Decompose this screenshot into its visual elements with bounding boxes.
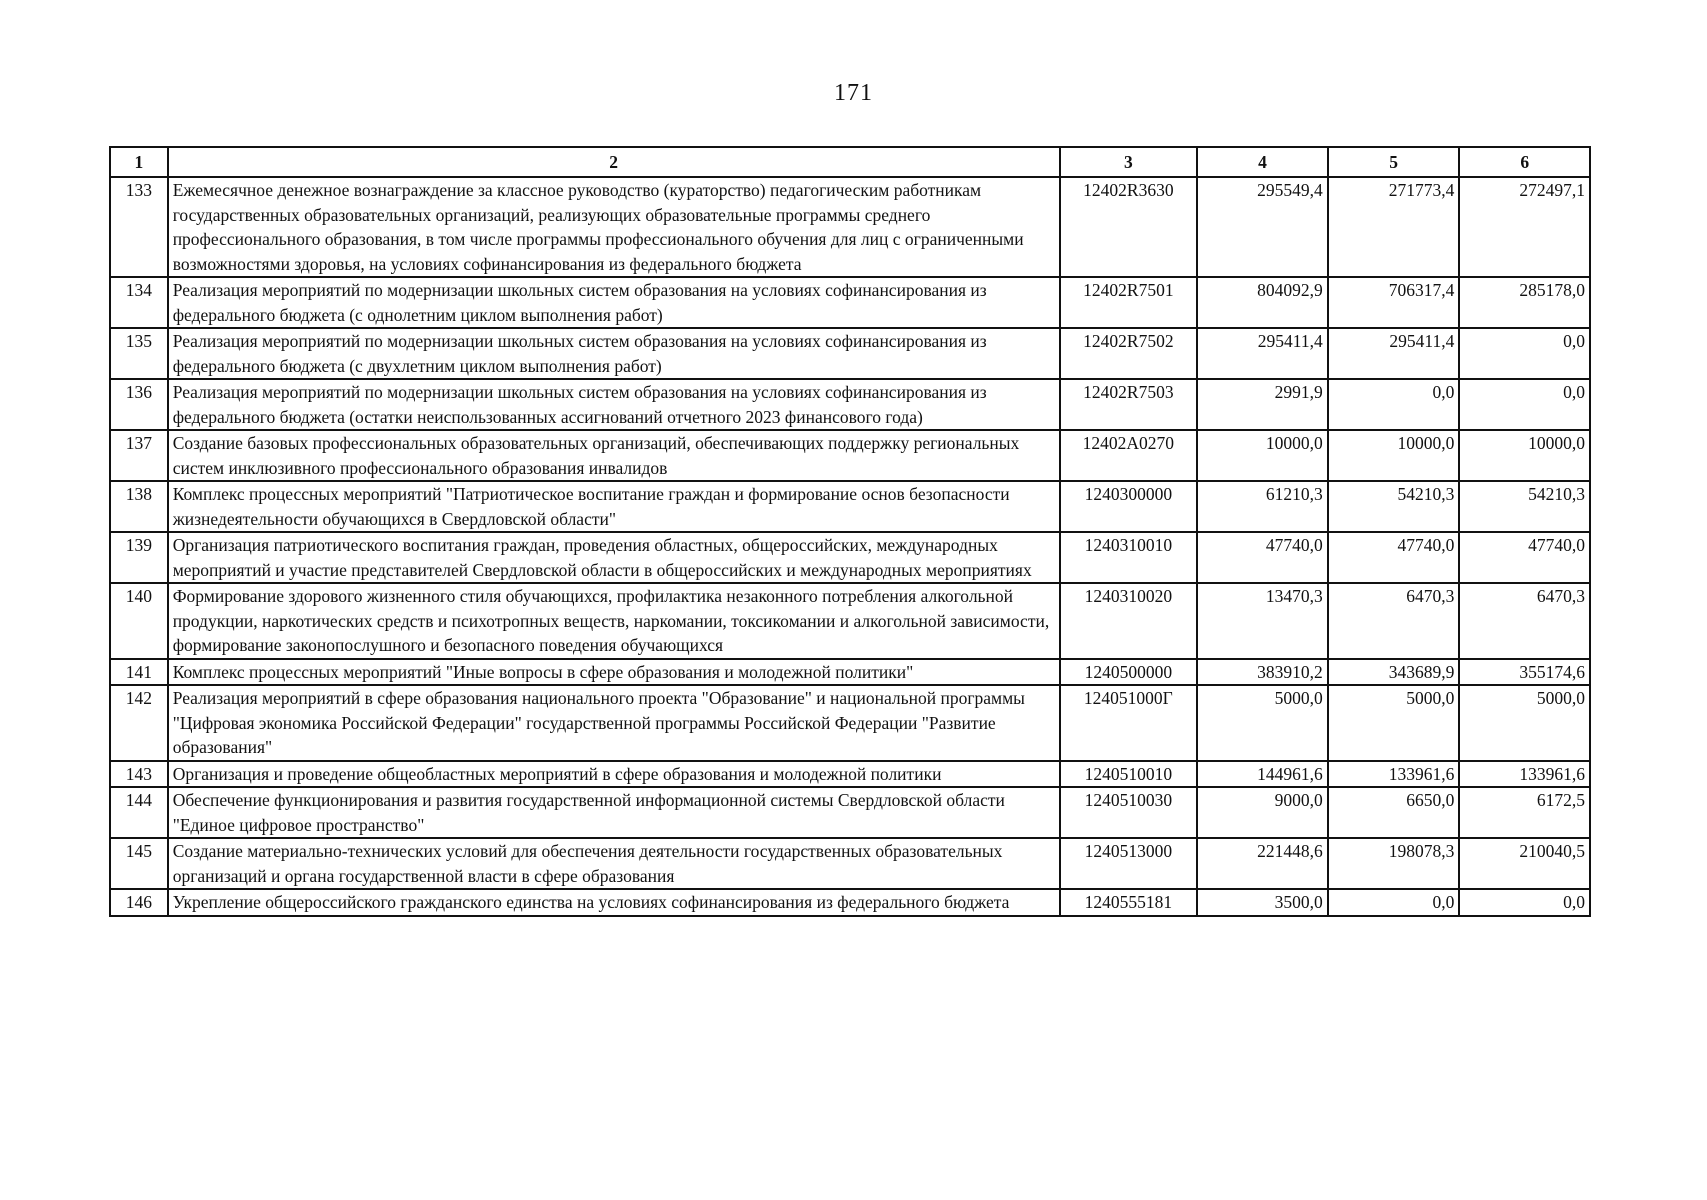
row-value-4: 144961,6	[1197, 761, 1328, 788]
table-row	[110, 177, 1590, 277]
row-number: 135	[110, 328, 168, 379]
row-number: 133	[110, 177, 168, 277]
row-value-4: 3500,0	[1197, 889, 1328, 916]
row-value-5: 5000,0	[1328, 685, 1460, 761]
row-code: 1240510030	[1060, 787, 1198, 838]
column-header-name: 2	[168, 147, 1060, 177]
row-value-4: 10000,0	[1197, 430, 1328, 481]
row-number: 139	[110, 532, 168, 583]
row-value-4: 383910,2	[1197, 659, 1328, 686]
row-number: 138	[110, 481, 168, 532]
row-name: Ежемесячное денежное вознаграждение за классное руководство (кураторство) педагогическим работникам государственных образовательных организаций, реализующих образовательные программы среднего профессионального образования, в том числе программы профессионального обучения для лиц с ограниченными возможностями здоровья, на условиях софинансирования из федерального бюджета	[168, 177, 1060, 277]
row-number: 141	[110, 659, 168, 686]
column-header-value-6: 6	[1459, 147, 1590, 177]
row-value-5: 271773,4	[1328, 177, 1460, 277]
row-name: Создание материально-технических условий для обеспечения деятельности государственных образовательных организаций и органа государственной власти в сфере образования	[168, 838, 1060, 889]
row-value-5: 47740,0	[1328, 532, 1460, 583]
row-value-6: 6172,5	[1459, 787, 1590, 838]
table-row	[110, 583, 1590, 659]
table-row	[110, 430, 1590, 481]
row-value-5: 0,0	[1328, 379, 1460, 430]
row-value-4: 295411,4	[1197, 328, 1328, 379]
row-value-6: 5000,0	[1459, 685, 1590, 761]
table-row	[110, 787, 1590, 838]
row-value-5: 343689,9	[1328, 659, 1460, 686]
row-name: Комплекс процессных мероприятий "Иные вопросы в сфере образования и молодежной политики"	[168, 659, 1060, 686]
row-value-6: 272497,1	[1459, 177, 1590, 277]
row-value-4: 9000,0	[1197, 787, 1328, 838]
table-row	[110, 328, 1590, 379]
row-value-6: 0,0	[1459, 379, 1590, 430]
row-value-5: 0,0	[1328, 889, 1460, 916]
row-code: 12402R7502	[1060, 328, 1198, 379]
row-number: 142	[110, 685, 168, 761]
row-code: 12402R3630	[1060, 177, 1198, 277]
row-number: 137	[110, 430, 168, 481]
row-number: 144	[110, 787, 168, 838]
row-number: 140	[110, 583, 168, 659]
row-value-4: 61210,3	[1197, 481, 1328, 532]
row-code: 1240310020	[1060, 583, 1198, 659]
row-value-4: 13470,3	[1197, 583, 1328, 659]
row-number: 145	[110, 838, 168, 889]
row-code: 1240300000	[1060, 481, 1198, 532]
row-value-6: 285178,0	[1459, 277, 1590, 328]
row-value-6: 6470,3	[1459, 583, 1590, 659]
row-value-5: 6470,3	[1328, 583, 1460, 659]
table-row	[110, 481, 1590, 532]
row-value-4: 2991,9	[1197, 379, 1328, 430]
row-name: Организация и проведение общеобластных мероприятий в сфере образования и молодежной политики	[168, 761, 1060, 788]
row-number: 136	[110, 379, 168, 430]
row-name: Реализация мероприятий по модернизации школьных систем образования на условиях софинансирования из федерального бюджета (остатки неиспользованных ассигнований отчетного 2023 финансового года)	[168, 379, 1060, 430]
table-row	[110, 685, 1590, 761]
column-header-code: 3	[1060, 147, 1198, 177]
row-value-4: 804092,9	[1197, 277, 1328, 328]
row-name: Укрепление общероссийского гражданского единства на условиях софинансирования из федерального бюджета	[168, 889, 1060, 916]
row-code: 12402R7501	[1060, 277, 1198, 328]
row-value-5: 295411,4	[1328, 328, 1460, 379]
table-row	[110, 659, 1590, 686]
row-value-5: 198078,3	[1328, 838, 1460, 889]
row-value-6: 47740,0	[1459, 532, 1590, 583]
row-value-4: 221448,6	[1197, 838, 1328, 889]
row-name: Создание базовых профессиональных образовательных организаций, обеспечивающих поддержку региональных систем инклюзивного профессионального образования инвалидов	[168, 430, 1060, 481]
row-code: 1240513000	[1060, 838, 1198, 889]
table-row	[110, 838, 1590, 889]
table-row	[110, 277, 1590, 328]
table-row	[110, 761, 1590, 788]
table-row	[110, 889, 1590, 916]
column-header-value-5: 5	[1328, 147, 1460, 177]
row-value-6: 0,0	[1459, 328, 1590, 379]
row-value-6: 133961,6	[1459, 761, 1590, 788]
page-number: 171	[834, 80, 873, 106]
row-number: 146	[110, 889, 168, 916]
budget-table	[109, 146, 1591, 917]
row-value-6: 54210,3	[1459, 481, 1590, 532]
row-code: 1240510010	[1060, 761, 1198, 788]
row-value-6: 355174,6	[1459, 659, 1590, 686]
row-value-5: 133961,6	[1328, 761, 1460, 788]
row-value-6: 0,0	[1459, 889, 1590, 916]
row-code: 124051000Г	[1060, 685, 1198, 761]
row-code: 12402R7503	[1060, 379, 1198, 430]
column-header-value-4: 4	[1197, 147, 1328, 177]
row-number: 143	[110, 761, 168, 788]
row-name: Формирование здорового жизненного стиля обучающихся, профилактика незаконного потребления алкогольной продукции, наркотических средств и психотропных веществ, наркомании, токсикомании и алкогольной зависимости, формирование законопослушного и безопасного поведения обучающихся	[168, 583, 1060, 659]
row-value-5: 54210,3	[1328, 481, 1460, 532]
row-code: 12402А0270	[1060, 430, 1198, 481]
row-code: 1240310010	[1060, 532, 1198, 583]
row-name: Реализация мероприятий по модернизации школьных систем образования на условиях софинансирования из федерального бюджета (с однолетним циклом выполнения работ)	[168, 277, 1060, 328]
row-value-6: 10000,0	[1459, 430, 1590, 481]
row-value-6: 210040,5	[1459, 838, 1590, 889]
row-name: Комплекс процессных мероприятий "Патриотическое воспитание граждан и формирование основ безопасности жизнедеятельности обучающихся в Свердловской области"	[168, 481, 1060, 532]
row-value-5: 706317,4	[1328, 277, 1460, 328]
row-name: Реализация мероприятий по модернизации школьных систем образования на условиях софинансирования из федерального бюджета (с двухлетним циклом выполнения работ)	[168, 328, 1060, 379]
row-name: Реализация мероприятий в сфере образования национального проекта "Образование" и национальной программы "Цифровая экономика Российской Федерации" государственной программы Российской Федерации "Развитие образования"	[168, 685, 1060, 761]
table-header-row	[110, 147, 1590, 177]
row-name: Организация патриотического воспитания граждан, проведения областных, общероссийских, международных мероприятий и участие представителей Свердловской области в общероссийских и международных мероприятиях	[168, 532, 1060, 583]
row-value-5: 10000,0	[1328, 430, 1460, 481]
row-value-4: 5000,0	[1197, 685, 1328, 761]
table-row	[110, 379, 1590, 430]
row-number: 134	[110, 277, 168, 328]
column-header-number: 1	[110, 147, 168, 177]
table-row	[110, 532, 1590, 583]
row-name: Обеспечение функционирования и развития государственной информационной системы Свердловской области "Единое цифровое пространство"	[168, 787, 1060, 838]
row-value-4: 295549,4	[1197, 177, 1328, 277]
row-code: 1240555181	[1060, 889, 1198, 916]
row-value-4: 47740,0	[1197, 532, 1328, 583]
row-code: 1240500000	[1060, 659, 1198, 686]
row-value-5: 6650,0	[1328, 787, 1460, 838]
